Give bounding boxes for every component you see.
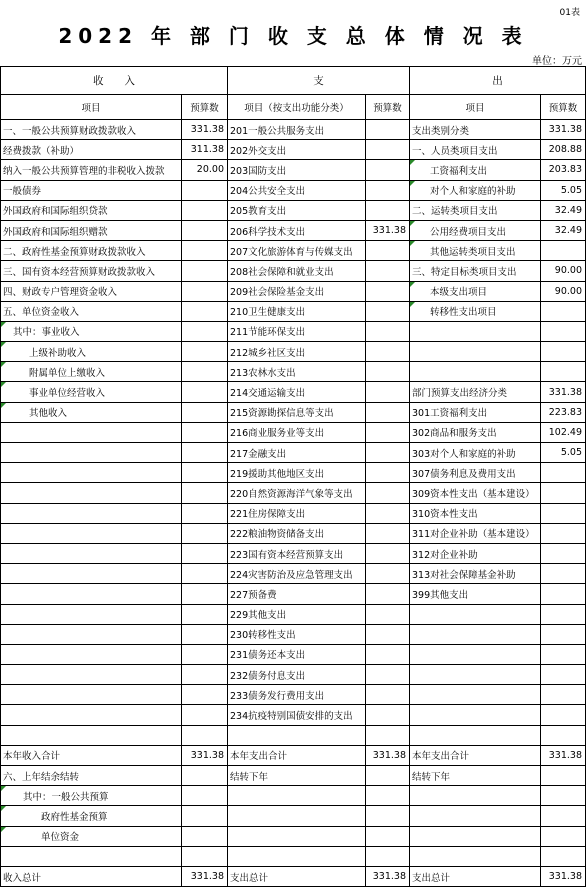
page-title: 2022 年 部 门 收 支 总 体 情 况 表 xyxy=(58,24,528,48)
income-item: 纳入一般公共预算管理的非税收入拨款 xyxy=(1,160,182,180)
income-item xyxy=(1,463,182,483)
category-amount: 32.49 xyxy=(541,220,586,240)
category-item: 301工资福利支出 xyxy=(410,402,541,422)
table-row xyxy=(1,766,586,786)
category-amount xyxy=(541,543,586,563)
function-amount xyxy=(366,644,410,664)
table-row xyxy=(1,866,586,886)
expense-header-right: 出 xyxy=(410,67,586,95)
category-amount xyxy=(541,362,586,382)
function-item: 207文化旅游体育与传媒支出 xyxy=(228,241,366,261)
function-amount xyxy=(366,766,410,786)
table-row xyxy=(1,665,586,685)
income-amount xyxy=(182,402,228,422)
income-item xyxy=(1,564,182,584)
function-amount: 331.38 xyxy=(366,866,410,886)
function-item: 结转下年 xyxy=(228,766,366,786)
col-header-budget: 预算数 xyxy=(182,95,228,120)
table-row xyxy=(1,745,586,765)
income-amount xyxy=(182,685,228,705)
function-amount xyxy=(366,806,410,826)
table-row xyxy=(1,220,586,240)
table-row xyxy=(1,483,586,503)
income-amount xyxy=(182,766,228,786)
function-amount xyxy=(366,786,410,806)
header-row-2 xyxy=(1,95,586,120)
table-row xyxy=(1,543,586,563)
table-row xyxy=(1,321,586,341)
function-item: 227预备费 xyxy=(228,584,366,604)
category-amount: 208.88 xyxy=(541,140,586,160)
function-amount xyxy=(366,543,410,563)
col-header-budget2: 预算数 xyxy=(366,95,410,120)
function-amount xyxy=(366,705,410,725)
table-row xyxy=(1,342,586,362)
function-amount xyxy=(366,321,410,341)
table-row xyxy=(1,826,586,846)
function-amount xyxy=(366,604,410,624)
function-item: 213农林水支出 xyxy=(228,362,366,382)
function-amount xyxy=(366,624,410,644)
category-item: 302商品和服务支出 xyxy=(410,422,541,442)
function-amount xyxy=(366,281,410,301)
category-amount xyxy=(541,766,586,786)
function-amount xyxy=(366,140,410,160)
income-amount xyxy=(182,665,228,685)
category-amount xyxy=(541,241,586,261)
category-amount xyxy=(541,301,586,321)
income-item xyxy=(1,483,182,503)
income-amount xyxy=(182,725,228,745)
income-item xyxy=(1,665,182,685)
income-amount xyxy=(182,584,228,604)
category-item: 本年支出合计 xyxy=(410,745,541,765)
income-item: 政府性基金预算 xyxy=(1,806,182,826)
table-row xyxy=(1,644,586,664)
category-item: 结转下年 xyxy=(410,766,541,786)
function-item: 217金融支出 xyxy=(228,443,366,463)
category-amount: 331.38 xyxy=(541,382,586,402)
income-item xyxy=(1,443,182,463)
income-item: 经费拨款（补助） xyxy=(1,140,182,160)
category-item: 转移性支出项目 xyxy=(410,301,541,321)
category-item: 307债务利息及费用支出 xyxy=(410,463,541,483)
category-amount: 331.38 xyxy=(541,866,586,886)
category-amount: 331.38 xyxy=(541,120,586,140)
table-row xyxy=(1,402,586,422)
function-item: 223国有资本经营预算支出 xyxy=(228,543,366,563)
income-item: 附属单位上缴收入 xyxy=(1,362,182,382)
function-item: 支出总计 xyxy=(228,866,366,886)
function-item: 206科学技术支出 xyxy=(228,220,366,240)
expense-header: 支 xyxy=(228,67,410,95)
income-amount xyxy=(182,826,228,846)
income-amount xyxy=(182,786,228,806)
function-amount: 331.38 xyxy=(366,220,410,240)
category-amount xyxy=(541,463,586,483)
table-row xyxy=(1,806,586,826)
function-amount xyxy=(366,160,410,180)
function-amount xyxy=(366,564,410,584)
income-amount xyxy=(182,705,228,725)
category-item: 310资本性支出 xyxy=(410,503,541,523)
function-amount xyxy=(366,402,410,422)
function-amount xyxy=(366,241,410,261)
function-item: 205教育支出 xyxy=(228,200,366,220)
table-row xyxy=(1,241,586,261)
function-amount: 331.38 xyxy=(366,745,410,765)
category-amount: 223.83 xyxy=(541,402,586,422)
col-header-item3: 项目 xyxy=(410,95,541,120)
income-amount xyxy=(182,624,228,644)
col-header-func: 项目（按支出功能分类） xyxy=(228,95,366,120)
function-item: 204公共安全支出 xyxy=(228,180,366,200)
function-amount xyxy=(366,362,410,382)
function-amount xyxy=(366,422,410,442)
table-row xyxy=(1,503,586,523)
income-item xyxy=(1,523,182,543)
income-amount xyxy=(182,644,228,664)
function-item: 212城乡社区支出 xyxy=(228,342,366,362)
category-amount xyxy=(541,503,586,523)
category-item xyxy=(410,624,541,644)
function-item: 220自然资源海洋气象等支出 xyxy=(228,483,366,503)
table-row xyxy=(1,422,586,442)
category-amount xyxy=(541,786,586,806)
income-item: 二、政府性基金预算财政拨款收入 xyxy=(1,241,182,261)
table-row xyxy=(1,140,586,160)
income-amount xyxy=(182,241,228,261)
function-item: 209社会保险基金支出 xyxy=(228,281,366,301)
income-item: 其中：一般公共预算 xyxy=(1,786,182,806)
table-row xyxy=(1,160,586,180)
table-row xyxy=(1,604,586,624)
table-row xyxy=(1,120,586,140)
function-amount xyxy=(366,584,410,604)
table-row xyxy=(1,584,586,604)
table-row xyxy=(1,180,586,200)
income-amount xyxy=(182,443,228,463)
category-item: 309资本性支出（基本建设） xyxy=(410,483,541,503)
category-item xyxy=(410,705,541,725)
category-item: 公用经费项目支出 xyxy=(410,220,541,240)
income-item xyxy=(1,624,182,644)
function-amount xyxy=(366,665,410,685)
income-item: 四、财政专户管理资金收入 xyxy=(1,281,182,301)
table-row xyxy=(1,624,586,644)
category-item xyxy=(410,846,541,866)
function-item: 211节能环保支出 xyxy=(228,321,366,341)
table-row xyxy=(1,200,586,220)
income-amount xyxy=(182,342,228,362)
income-item xyxy=(1,685,182,705)
function-amount xyxy=(366,846,410,866)
function-item: 230转移性支出 xyxy=(228,624,366,644)
category-item xyxy=(410,665,541,685)
table-row xyxy=(1,463,586,483)
category-amount xyxy=(541,523,586,543)
category-amount xyxy=(541,483,586,503)
col-header-budget3: 预算数 xyxy=(541,95,586,120)
function-item xyxy=(228,725,366,745)
income-amount xyxy=(182,463,228,483)
category-item: 支出类别分类 xyxy=(410,120,541,140)
function-item: 216商业服务业等支出 xyxy=(228,422,366,442)
income-amount xyxy=(182,362,228,382)
table-row xyxy=(1,301,586,321)
category-item: 对个人和家庭的补助 xyxy=(410,180,541,200)
income-amount xyxy=(182,382,228,402)
category-item: 399其他支出 xyxy=(410,584,541,604)
income-amount xyxy=(182,483,228,503)
category-amount xyxy=(541,705,586,725)
category-amount: 90.00 xyxy=(541,261,586,281)
function-item: 本年支出合计 xyxy=(228,745,366,765)
income-amount xyxy=(182,261,228,281)
table-row xyxy=(1,443,586,463)
function-amount xyxy=(366,200,410,220)
function-item: 210卫生健康支出 xyxy=(228,301,366,321)
income-amount xyxy=(182,321,228,341)
income-amount: 311.38 xyxy=(182,140,228,160)
income-item: 一、一般公共预算财政拨款收入 xyxy=(1,120,182,140)
function-item: 221住房保障支出 xyxy=(228,503,366,523)
category-item: 一、人员类项目支出 xyxy=(410,140,541,160)
income-amount xyxy=(182,503,228,523)
category-amount xyxy=(541,665,586,685)
category-amount: 5.05 xyxy=(541,443,586,463)
category-amount: 102.49 xyxy=(541,422,586,442)
category-item xyxy=(410,321,541,341)
category-item xyxy=(410,685,541,705)
income-item xyxy=(1,604,182,624)
income-item: 事业单位经营收入 xyxy=(1,382,182,402)
category-amount xyxy=(541,725,586,745)
income-item xyxy=(1,846,182,866)
category-item xyxy=(410,362,541,382)
function-item xyxy=(228,826,366,846)
income-item: 五、单位资金收入 xyxy=(1,301,182,321)
category-item: 303对个人和家庭的补助 xyxy=(410,443,541,463)
function-amount xyxy=(366,301,410,321)
income-amount xyxy=(182,200,228,220)
function-item: 219援助其他地区支出 xyxy=(228,463,366,483)
income-amount xyxy=(182,523,228,543)
function-item: 231债务还本支出 xyxy=(228,644,366,664)
function-item: 224灾害防治及应急管理支出 xyxy=(228,564,366,584)
function-amount xyxy=(366,685,410,705)
income-item: 本年收入合计 xyxy=(1,745,182,765)
category-amount: 32.49 xyxy=(541,200,586,220)
category-amount: 90.00 xyxy=(541,281,586,301)
function-amount xyxy=(366,342,410,362)
function-amount xyxy=(366,443,410,463)
table-row xyxy=(1,846,586,866)
income-amount xyxy=(182,281,228,301)
category-item: 支出总计 xyxy=(410,866,541,886)
income-amount xyxy=(182,422,228,442)
table-row xyxy=(1,725,586,745)
function-item: 214交通运输支出 xyxy=(228,382,366,402)
income-amount: 331.38 xyxy=(182,120,228,140)
category-item xyxy=(410,806,541,826)
function-amount xyxy=(366,382,410,402)
table-row xyxy=(1,786,586,806)
function-amount xyxy=(366,120,410,140)
category-item: 312对企业补助 xyxy=(410,543,541,563)
category-item xyxy=(410,604,541,624)
category-amount xyxy=(541,826,586,846)
income-amount: 331.38 xyxy=(182,745,228,765)
income-item: 一般债券 xyxy=(1,180,182,200)
function-amount xyxy=(366,463,410,483)
income-item: 单位资金 xyxy=(1,826,182,846)
income-item: 其中：事业收入 xyxy=(1,321,182,341)
function-amount xyxy=(366,261,410,281)
table-row xyxy=(1,382,586,402)
function-item: 229其他支出 xyxy=(228,604,366,624)
category-item: 本级支出项目 xyxy=(410,281,541,301)
income-amount xyxy=(182,220,228,240)
income-amount xyxy=(182,564,228,584)
income-item: 收入总计 xyxy=(1,866,182,886)
category-amount xyxy=(541,685,586,705)
income-item: 六、上年结余结转 xyxy=(1,766,182,786)
function-amount xyxy=(366,826,410,846)
table-row xyxy=(1,281,586,301)
category-item xyxy=(410,826,541,846)
function-item xyxy=(228,846,366,866)
function-item: 234抗疫特别国债安排的支出 xyxy=(228,705,366,725)
category-amount xyxy=(541,644,586,664)
income-amount xyxy=(182,180,228,200)
category-item: 313对社会保障基金补助 xyxy=(410,564,541,584)
category-amount xyxy=(541,624,586,644)
category-amount xyxy=(541,584,586,604)
unit-label: 单位：万元 xyxy=(532,56,582,67)
col-header-item: 项目 xyxy=(1,95,182,120)
category-amount xyxy=(541,604,586,624)
category-amount xyxy=(541,321,586,341)
category-amount xyxy=(541,806,586,826)
category-item: 部门预算支出经济分类 xyxy=(410,382,541,402)
table-number: 01表 xyxy=(559,8,580,18)
income-item xyxy=(1,543,182,563)
function-item: 201一般公共服务支出 xyxy=(228,120,366,140)
category-item: 三、特定目标类项目支出 xyxy=(410,261,541,281)
header-row-1 xyxy=(1,67,586,95)
income-amount xyxy=(182,301,228,321)
category-item: 其他运转类项目支出 xyxy=(410,241,541,261)
category-amount xyxy=(541,846,586,866)
income-item xyxy=(1,725,182,745)
function-amount xyxy=(366,725,410,745)
function-amount xyxy=(366,523,410,543)
table-row xyxy=(1,523,586,543)
function-item xyxy=(228,806,366,826)
income-item: 其他收入 xyxy=(1,402,182,422)
function-item: 203国防支出 xyxy=(228,160,366,180)
income-item: 外国政府和国际组织赠款 xyxy=(1,220,182,240)
function-item: 233债务发行费用支出 xyxy=(228,685,366,705)
income-item xyxy=(1,705,182,725)
function-item: 215资源勘探信息等支出 xyxy=(228,402,366,422)
category-item: 311对企业补助（基本建设） xyxy=(410,523,541,543)
income-header: 收 入 xyxy=(1,67,228,95)
budget-table xyxy=(0,66,586,887)
income-amount xyxy=(182,806,228,826)
category-item xyxy=(410,342,541,362)
income-amount xyxy=(182,846,228,866)
category-item: 二、运转类项目支出 xyxy=(410,200,541,220)
income-amount xyxy=(182,543,228,563)
function-amount xyxy=(366,503,410,523)
table-row xyxy=(1,685,586,705)
income-item xyxy=(1,503,182,523)
category-amount: 5.05 xyxy=(541,180,586,200)
category-item xyxy=(410,786,541,806)
category-amount xyxy=(541,564,586,584)
income-amount: 20.00 xyxy=(182,160,228,180)
function-item: 202外交支出 xyxy=(228,140,366,160)
table-row xyxy=(1,261,586,281)
category-amount: 331.38 xyxy=(541,745,586,765)
function-item: 208社会保障和就业支出 xyxy=(228,261,366,281)
income-item xyxy=(1,422,182,442)
table-row xyxy=(1,564,586,584)
category-amount: 203.83 xyxy=(541,160,586,180)
income-item: 外国政府和国际组织贷款 xyxy=(1,200,182,220)
category-item: 工资福利支出 xyxy=(410,160,541,180)
function-amount xyxy=(366,180,410,200)
function-item xyxy=(228,786,366,806)
category-item xyxy=(410,725,541,745)
income-item xyxy=(1,584,182,604)
table-row xyxy=(1,705,586,725)
income-item: 上级补助收入 xyxy=(1,342,182,362)
income-item xyxy=(1,644,182,664)
function-item: 232债务付息支出 xyxy=(228,665,366,685)
income-item: 三、国有资本经营预算财政拨款收入 xyxy=(1,261,182,281)
category-item xyxy=(410,644,541,664)
income-amount: 331.38 xyxy=(182,866,228,886)
table-row xyxy=(1,362,586,382)
category-amount xyxy=(541,342,586,362)
income-amount xyxy=(182,604,228,624)
function-amount xyxy=(366,483,410,503)
function-item: 222粮油物资储备支出 xyxy=(228,523,366,543)
